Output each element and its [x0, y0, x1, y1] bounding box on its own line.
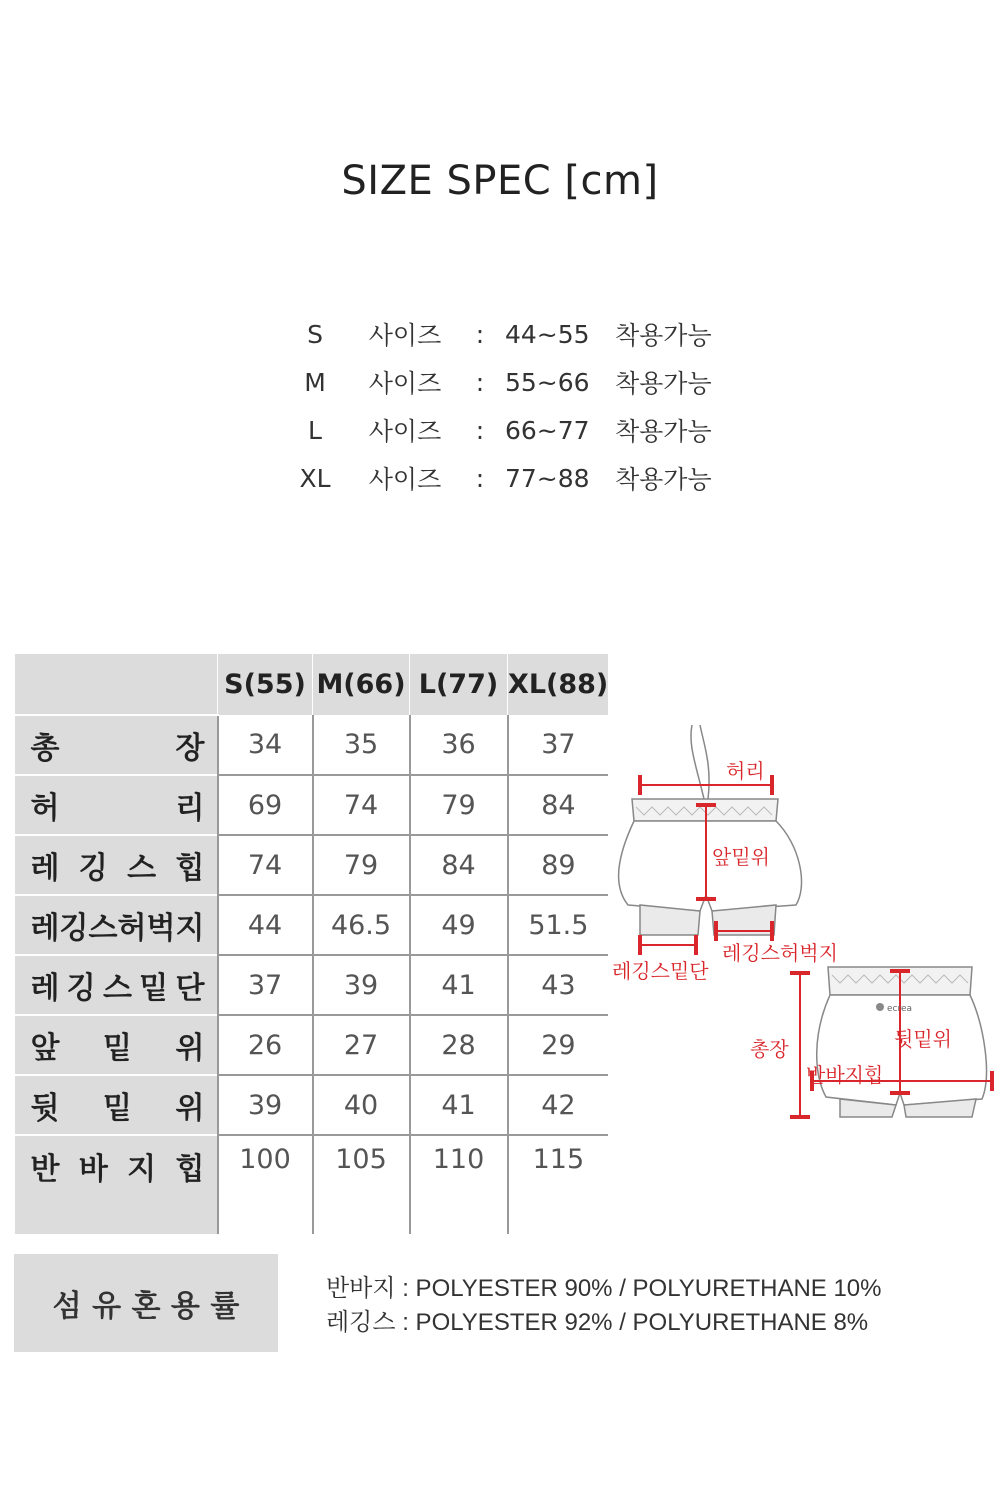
- fit-text: 착용가능: [615, 465, 712, 494]
- fit-text: 착용가능: [615, 417, 712, 446]
- row-label: [15, 723, 217, 767]
- size-word: 사이즈: [368, 321, 442, 350]
- row-label-char: 위: [175, 1031, 205, 1066]
- row-label-char: 밑: [103, 1031, 132, 1066]
- shorts-hip-label: 반바지힙: [806, 1063, 884, 1087]
- row-label: [15, 963, 217, 1007]
- table-cell: 74: [313, 775, 410, 835]
- colon: :: [475, 367, 485, 397]
- colon: :: [475, 415, 485, 445]
- size-guide: [280, 310, 750, 502]
- table-cell: 41: [410, 955, 508, 1015]
- row-label-cell: [15, 1075, 218, 1135]
- row-label: [15, 843, 217, 887]
- row-label-char: 장: [175, 731, 205, 766]
- row-label-char: 레: [30, 971, 60, 1006]
- row-label-cell: [15, 1135, 218, 1234]
- leggings-fiber-line: 레깅스 : POLYESTER 92% / POLYURETHANE 8%: [326, 1309, 869, 1336]
- brand-logo-icon: [876, 1003, 884, 1011]
- front-shorts-icon: [619, 725, 802, 935]
- shorts-illustration: [600, 715, 1000, 1135]
- row-label-char: 지: [127, 1152, 157, 1187]
- table-row: [15, 895, 609, 955]
- size-code: XL: [299, 463, 331, 493]
- table-row: [15, 1135, 609, 1234]
- size-code: M: [304, 367, 326, 397]
- table-cell: 26: [218, 1015, 313, 1075]
- table-cell: 34: [218, 715, 313, 775]
- table-row: [15, 955, 609, 1015]
- row-label-char: 스: [103, 971, 132, 1006]
- fit-text: 착용가능: [615, 369, 712, 398]
- row-label-char: 뒷: [30, 1091, 60, 1126]
- row-label-char: 위: [175, 1091, 205, 1126]
- table-cell: 42: [508, 1075, 609, 1135]
- size-code: L: [308, 415, 322, 445]
- table-cell: 49: [410, 895, 508, 955]
- table-cell: 35: [313, 715, 410, 775]
- table-cell: 105: [313, 1135, 410, 1234]
- table-cell: 29: [508, 1015, 609, 1075]
- size-spec-table: [14, 654, 608, 1234]
- shorts-measurement-diagram: [600, 715, 1000, 1135]
- table-cell: 51.5: [508, 895, 609, 955]
- size-range: 66~77: [505, 415, 590, 445]
- column-header: S(55): [218, 654, 313, 715]
- column-header: L(77): [410, 654, 508, 715]
- total-length-label: 총장: [750, 1037, 789, 1061]
- row-label: [15, 1083, 217, 1127]
- table-cell: 37: [508, 715, 609, 775]
- table-cell: 79: [313, 835, 410, 895]
- row-label-cell: [15, 1015, 218, 1075]
- table-row: [15, 1015, 609, 1075]
- column-header: M(66): [313, 654, 410, 715]
- table-header-row: [15, 654, 609, 715]
- leggings-thigh-label: 레깅스허벅지: [722, 941, 838, 965]
- size-word: 사이즈: [368, 369, 442, 398]
- fiber-composition-title: 섬 유 혼 용 률: [52, 1289, 240, 1324]
- row-label-char: 레: [30, 851, 60, 886]
- row-label: [15, 783, 217, 827]
- table-cell: 69: [218, 775, 313, 835]
- row-label: [15, 1023, 217, 1067]
- table-cell: 89: [508, 835, 609, 895]
- table-row: [15, 775, 609, 835]
- row-label-cell: [15, 775, 218, 835]
- table-cell: 79: [410, 775, 508, 835]
- table-corner-cell: [15, 654, 218, 715]
- size-guide-row: [280, 358, 750, 406]
- brand-name: ecrea: [887, 1004, 913, 1014]
- table-cell: 100: [218, 1135, 313, 1234]
- fiber-composition-lines: [326, 1272, 882, 1340]
- table-row: [15, 835, 609, 895]
- row-label-char: 밑: [139, 971, 169, 1006]
- page-title: SIZE SPEC [cm]: [341, 158, 659, 204]
- row-label-char: 앞: [30, 1031, 60, 1066]
- row-label-char: 단: [175, 971, 205, 1006]
- column-header: XL(88): [508, 654, 609, 715]
- row-label-char: 바: [78, 1152, 108, 1187]
- table-cell: 36: [410, 715, 508, 775]
- row-label-cell: [15, 955, 218, 1015]
- table-cell: 41: [410, 1075, 508, 1135]
- fit-text: 착용가능: [615, 321, 712, 350]
- row-label-cell: [15, 715, 218, 775]
- table-cell: 40: [313, 1075, 410, 1135]
- size-range: 44~55: [505, 319, 590, 349]
- table-cell: 84: [508, 775, 609, 835]
- size-range: 77~88: [505, 463, 590, 493]
- size-guide-row: [280, 310, 750, 358]
- size-word: 사이즈: [368, 465, 442, 494]
- table-cell: 115: [508, 1135, 609, 1234]
- row-label-char: 힙: [175, 851, 205, 886]
- table-cell: 28: [410, 1015, 508, 1075]
- table-cell: 43: [508, 955, 609, 1015]
- row-label-char: 허: [30, 791, 60, 826]
- row-label-char: 레깅스허벅지: [30, 911, 205, 946]
- fiber-composition-title-box: [14, 1254, 278, 1352]
- size-guide-row: [280, 454, 750, 502]
- table-cell: 39: [218, 1075, 313, 1135]
- size-guide-row: [280, 406, 750, 454]
- row-label-char: 반: [30, 1152, 60, 1187]
- shorts-fiber-line: 반바지 : POLYESTER 90% / POLYURETHANE 10%: [326, 1275, 882, 1302]
- row-label: [15, 1144, 217, 1188]
- size-range: 55~66: [505, 367, 590, 397]
- table-row: [15, 715, 609, 775]
- size-code: S: [307, 319, 323, 349]
- colon: :: [475, 463, 485, 493]
- row-label-cell: [15, 835, 218, 895]
- waist-label: 허리: [726, 759, 765, 783]
- row-label-char: 스: [127, 851, 157, 886]
- table-row: [15, 1075, 609, 1135]
- colon: :: [475, 319, 485, 349]
- front-rise-label: 앞밑위: [712, 845, 770, 869]
- back-rise-label: 뒷밑위: [894, 1027, 952, 1051]
- row-label-char: 밑: [103, 1091, 132, 1126]
- size-word: 사이즈: [368, 417, 442, 446]
- row-label: [15, 903, 217, 947]
- table-cell: 74: [218, 835, 313, 895]
- table-cell: 27: [313, 1015, 410, 1075]
- table-cell: 44: [218, 895, 313, 955]
- leggings-hem-label: 레깅스밑단: [612, 959, 709, 983]
- row-label-char: 리: [175, 791, 205, 826]
- row-label-char: 깅: [66, 971, 96, 1006]
- table-cell: 110: [410, 1135, 508, 1234]
- table-cell: 37: [218, 955, 313, 1015]
- row-label-char: 힙: [175, 1152, 205, 1187]
- row-label-char: 깅: [78, 851, 108, 886]
- table-cell: 39: [313, 955, 410, 1015]
- table-cell: 46.5: [313, 895, 410, 955]
- row-label-char: 총: [30, 731, 60, 766]
- row-label-cell: [15, 895, 218, 955]
- table-cell: 84: [410, 835, 508, 895]
